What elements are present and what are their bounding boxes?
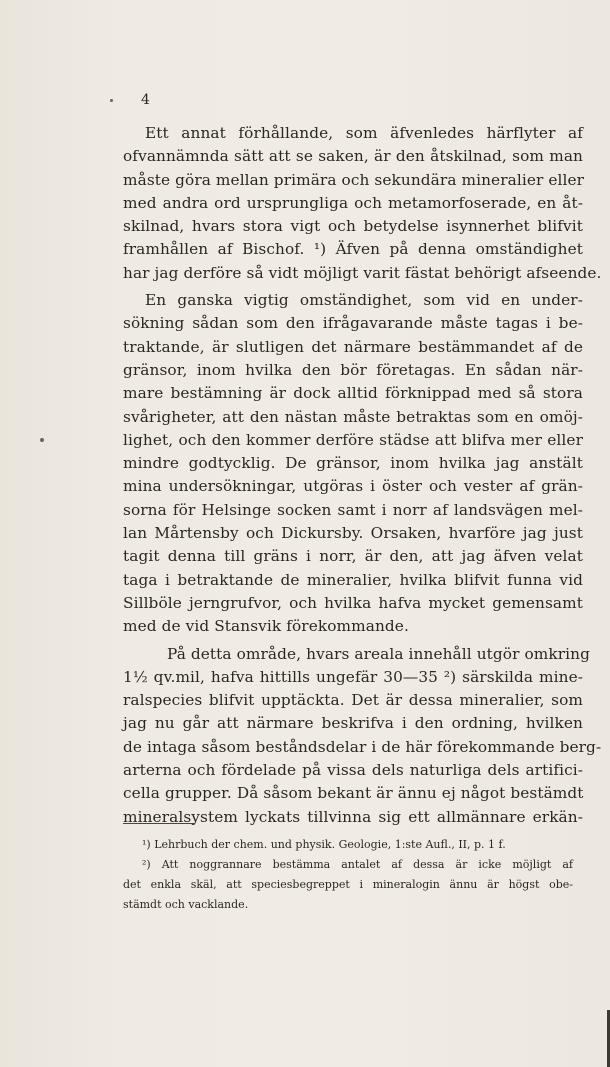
- footnote-2: [123, 855, 573, 915]
- text-line: arterna och fördelade på vissa dels naturliga dels artifici-: [123, 761, 583, 780]
- text-line: mare bestämning är dock alltid förknippad med så stora: [123, 384, 583, 403]
- text-line: framhållen af Bischof. ¹) Äfven på denna omständighet: [123, 240, 583, 259]
- text-line: har jag derföre så vidt möjligt varit fästat behörigt afseende.: [123, 263, 602, 282]
- text-line: traktande, är slutligen det närmare bestämmandet af de: [123, 337, 583, 356]
- text-line: jag nu går att närmare beskrifva i den ordning, hvilken: [123, 714, 583, 733]
- text-line: På detta område, hvars areala innehåll utgör omkring: [167, 644, 591, 663]
- text-line: med andra ord ursprungliga och metamorfoserade, en åt-: [123, 193, 583, 212]
- footnote-line: stämdt och vacklande.: [123, 898, 249, 911]
- footnotes: [123, 835, 573, 915]
- footnote-line: det enkla skäl, att speciesbegreppet i mineralogin ännu är högst obe-: [123, 878, 573, 891]
- paragraph-2: [123, 289, 583, 638]
- text-line: sökning sådan som den ifrågavarande måste tagas i be-: [123, 314, 583, 333]
- ink-speck: [40, 438, 44, 442]
- text-line: Ett annat förhållande, som äfvenledes härflyter af: [145, 124, 583, 142]
- text-line: 1½ qv.mil, hafva hittills ungefär 30—35 ²) särskilda mine-: [123, 667, 583, 686]
- text-line: lighet, och den kommer derföre städse att blifva mer eller: [123, 430, 583, 449]
- footnote-1: [123, 835, 573, 855]
- page-number: 4: [141, 92, 150, 108]
- text-line: taga i betraktande de mineralier, hvilka blifvit funna vid: [123, 570, 583, 589]
- body-text: [123, 122, 602, 829]
- text-line: En ganska vigtig omständighet, som vid en under-: [145, 291, 583, 310]
- text-line: med de vid Stansvik förekommande.: [123, 617, 409, 636]
- text-line: mineralsystem lyckats tillvinna sig ett allmännare erkän-: [123, 807, 583, 826]
- text-line: cella grupper. Då såsom bekant är ännu ej något bestämdt: [123, 784, 584, 803]
- text-line: lan Mårtensby och Dickursby. Orsaken, hvarföre jag just: [123, 524, 583, 543]
- text-line: tagit denna till gräns i norr, är den, att jag äfven velat: [123, 547, 583, 566]
- footnote-divider: [123, 823, 195, 824]
- paragraph-3: [123, 643, 602, 829]
- text-line: svårigheter, att den nästan måste betraktas som en omöj-: [123, 407, 583, 426]
- text-line: de intaga såsom beståndsdelar i de här förekommande berg-: [123, 737, 602, 756]
- text-line: mina undersökningar, utgöras i öster och vester af grän-: [123, 477, 583, 496]
- text-line: ralspecies blifvit upptäckta. Det är dessa mineralier, som: [123, 691, 583, 710]
- text-line: sorna för Helsinge socken samt i norr af landsvägen mel-: [123, 500, 583, 519]
- text-line: skilnad, hvars stora vigt och betydelse isynnerhet blifvit: [123, 217, 583, 236]
- text-line: måste göra mellan primära och sekundära mineralier eller: [123, 170, 585, 189]
- text-line: mindre godtycklig. De gränsor, inom hvilka jag anstält: [123, 454, 583, 473]
- footnote-line: ²) Att noggrannare bestämma antalet af dessa är icke möjligt af: [142, 858, 573, 871]
- text-line: gränsor, inom hvilka den bör företagas. En sådan när-: [123, 360, 583, 379]
- paragraph-1: [123, 122, 602, 285]
- text-line: Sillböle jerngrufvor, och hvilka hafva mycket gemensamt: [123, 593, 583, 612]
- footnote-line: ¹) Lehrbuch der chem. und physik. Geologie, 1:ste Aufl., II, p. 1 f.: [142, 838, 506, 851]
- ink-speck: [110, 99, 113, 102]
- text-line: ofvannämnda sätt att se saken, är den åtskilnad, som man: [123, 147, 583, 166]
